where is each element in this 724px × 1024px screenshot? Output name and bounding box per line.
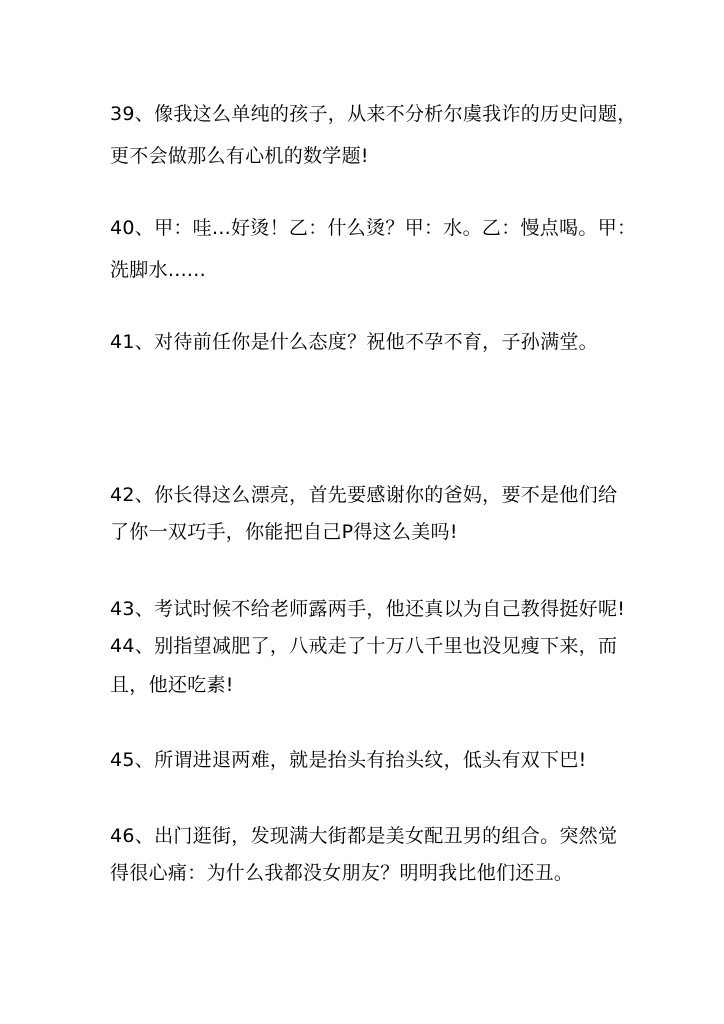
entry-42-line-1: 42、你长得这么漂亮，首先要感谢你的爸妈，要不是他们给 — [110, 484, 618, 506]
entry-45-line-1: 45、所谓进退两难，就是抬头有抬头纹，低头有双下巴! — [110, 749, 587, 771]
entry-46-line-1: 46、出门逛街，发现满大街都是美女配丑男的组合。突然觉 — [110, 825, 618, 847]
entry-39-line-2: 更不会做那么有心机的数学题! — [110, 145, 369, 167]
entry-42-line-2: 了你一双巧手，你能把自己P得这么美吗! — [110, 521, 458, 543]
entry-40-line-1: 40、甲：哇...好烫！乙：什么烫？甲：水。乙：慢点喝。甲： — [110, 217, 637, 239]
entry-43-line-1: 43、考试时候不给老师露两手，他还真以为自己教得挺好呢! — [110, 598, 626, 620]
entry-41-line-1: 41、对待前任你是什么态度？祝他不孕不育，子孙满堂。 — [110, 331, 598, 353]
entry-46-line-2: 得很心痛：为什么我都没女朋友？明明我比他们还丑。 — [110, 862, 574, 884]
entry-44-line-2: 且，他还吃素! — [110, 674, 234, 696]
entry-44-line-1: 44、别指望减肥了，八戒走了十万八千里也没见瘦下来，而 — [110, 635, 618, 657]
entry-40-line-2: 洗脚水...... — [110, 259, 206, 281]
entry-39-line-1: 39、像我这么单纯的孩子，从来不分析尔虞我诈的历史问题， — [110, 103, 637, 125]
